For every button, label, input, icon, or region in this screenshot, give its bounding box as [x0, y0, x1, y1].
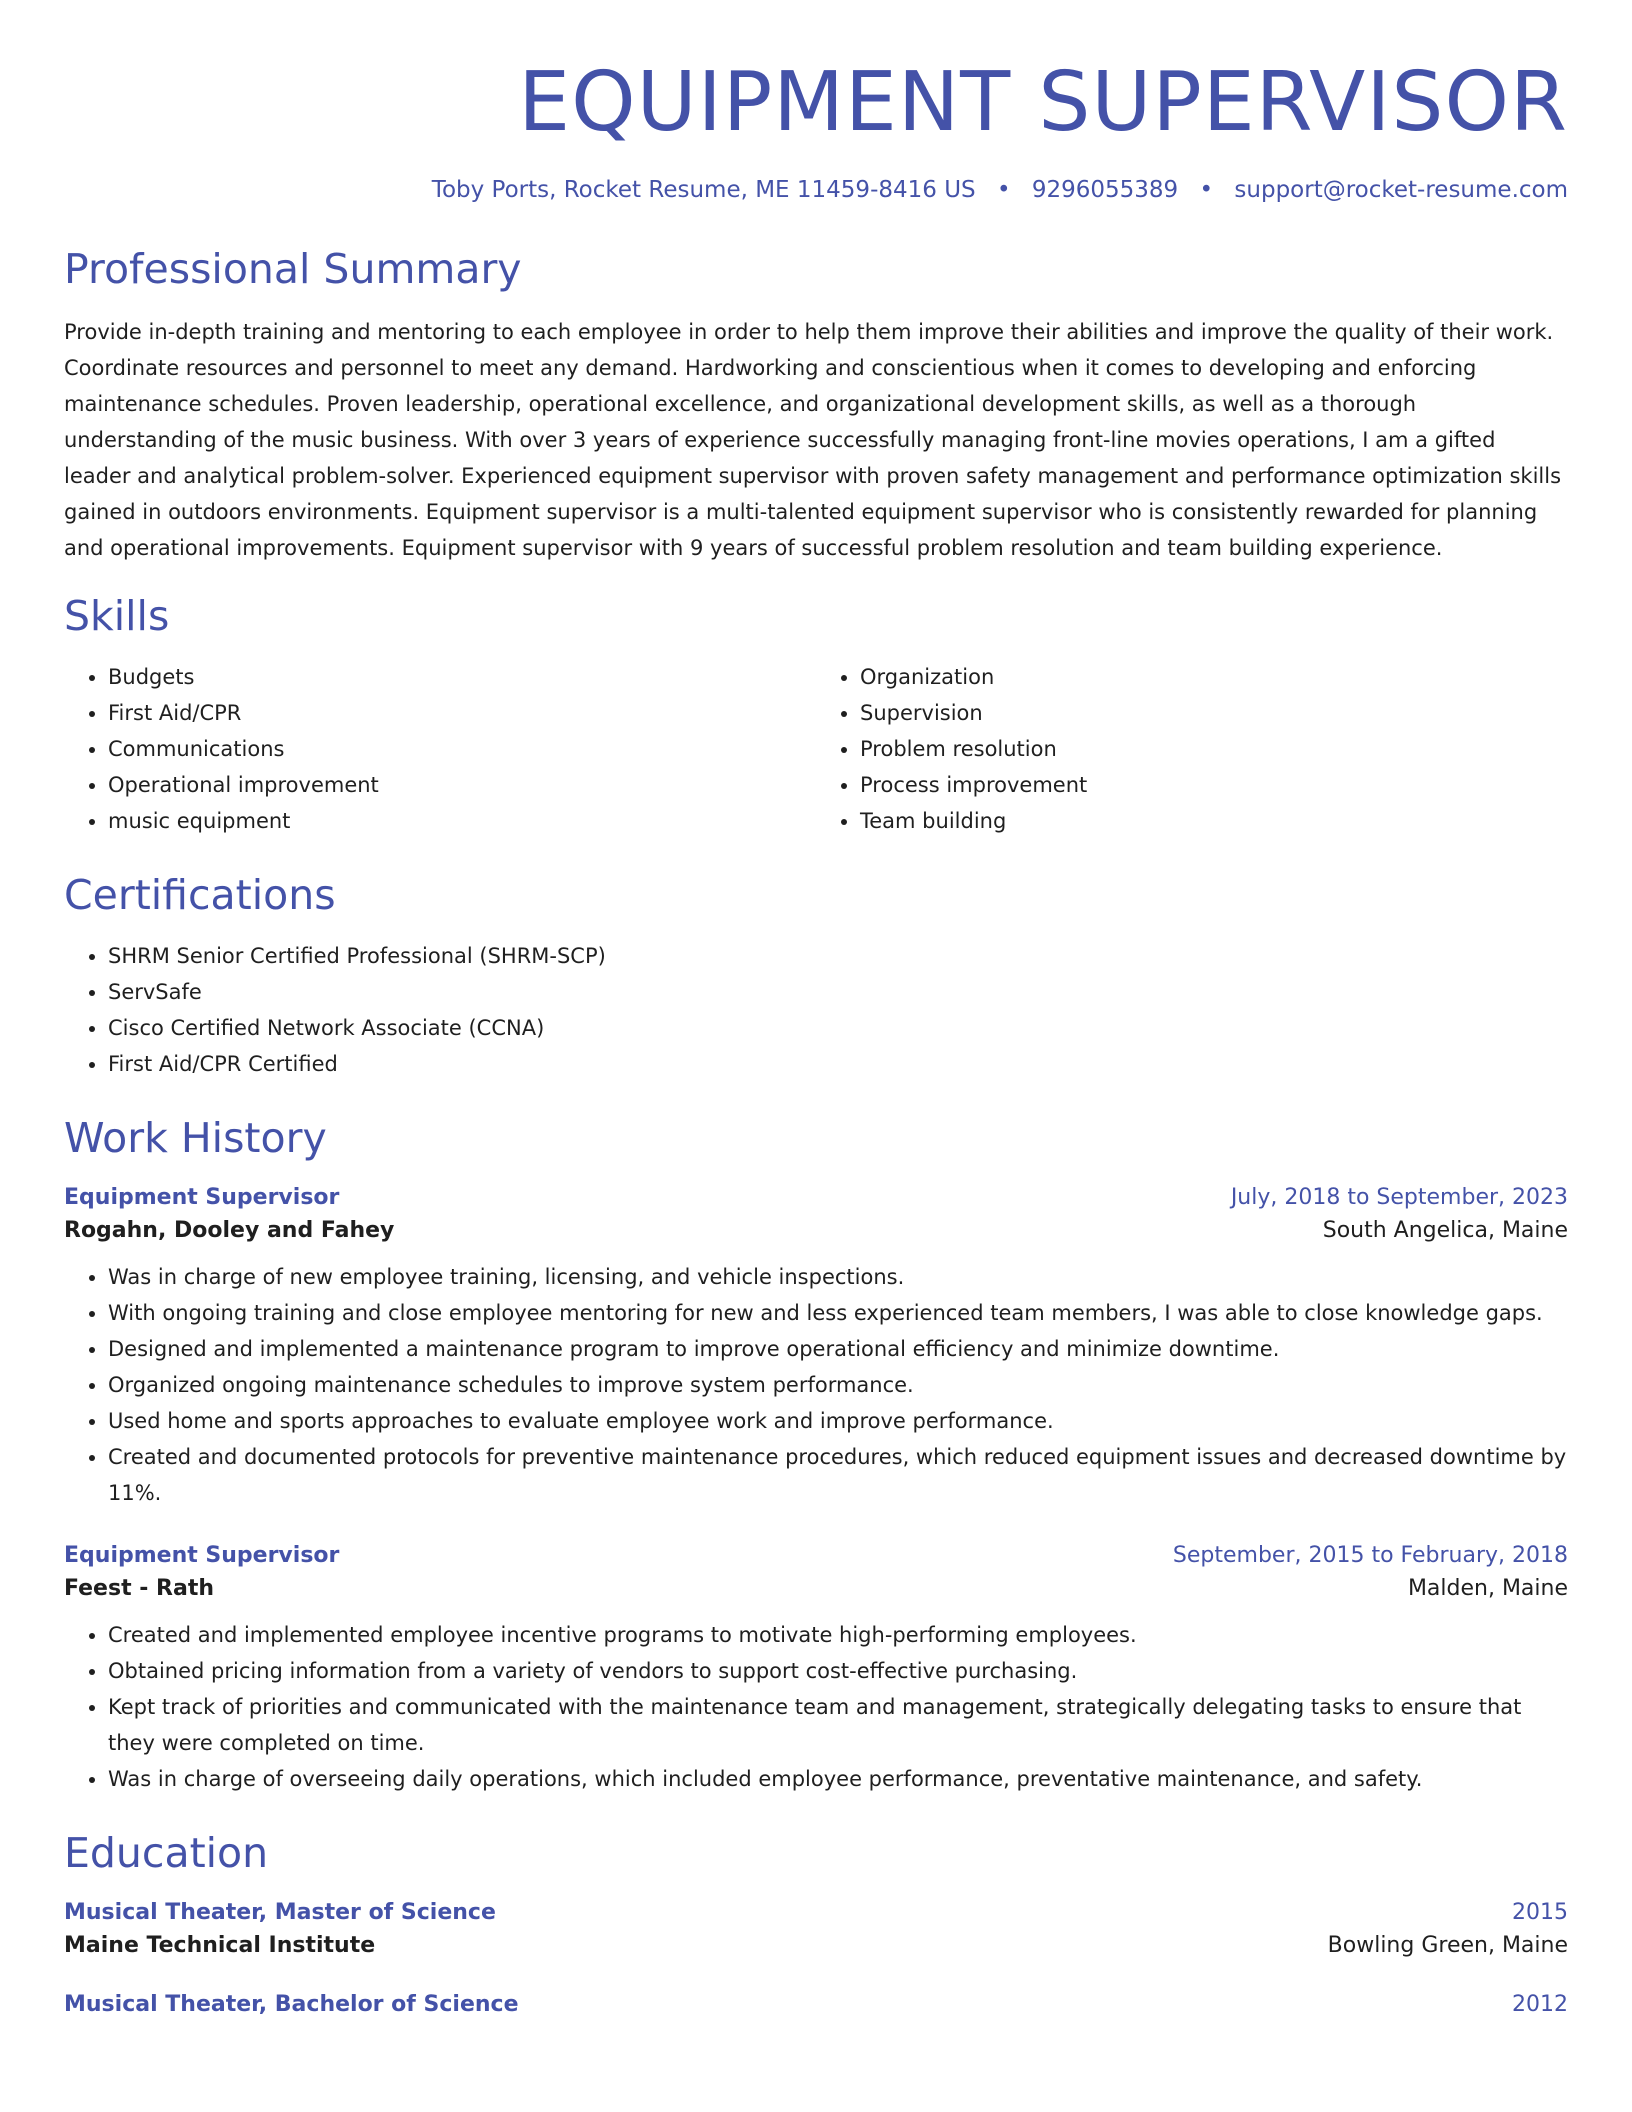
job-company: Feest - Rath [64, 1576, 215, 1601]
skill-item: • Organization [860, 659, 1568, 695]
skills-list-left [64, 659, 816, 839]
job-title: Equipment Supervisor [64, 1185, 340, 1210]
job-bullet: • Obtained pricing information from a variety of vendors to support cost-effective purchasing. [108, 1653, 1568, 1689]
certifications-section [64, 871, 1568, 1082]
job-title: Equipment Supervisor [64, 1543, 340, 1568]
skill-item: • Supervision [860, 695, 1568, 731]
job-bullets [64, 1259, 1568, 1511]
skills-list-right [816, 659, 1568, 839]
skill-item: • Problem resolution [860, 731, 1568, 767]
job-location: Malden, Maine [1407, 1576, 1568, 1601]
certification-item: • Cisco Certified Network Associate (CCNA) [108, 1010, 1568, 1046]
skills-section [64, 592, 1568, 839]
skill-item: • Team building [860, 803, 1568, 839]
contact-email: support@rocket-resume.com [1234, 177, 1568, 203]
job-bullet: • Organized ongoing maintenance schedules to improve system performance. [108, 1367, 1568, 1403]
job-bullet: • Was in charge of new employee training, licensing, and vehicle inspections. [108, 1259, 1568, 1295]
job-entry [64, 1185, 1568, 1511]
summary-text: Provide in-depth training and mentoring to each employee in order to help them improve their abilities and improve the quality of their work. Coordinate resources and personnel to meet any demand. Hardworking and conscientious when it comes to developing and enforcing maintenance schedules. Proven leadership, operational excellence, and organizational development skills, as well as a thorough understanding of the music business. With over 3 years of experience successfully managing front-line movies operations, I am a gifted leader and analytical problem-solver. Experienced equipment supervisor with proven safety management and performance optimization skills gained in outdoors environments. Equipment supervisor is a multi-talented equipment supervisor who is consistently rewarded for planning and operational improvements. Equipment supervisor with 9 years of successful problem resolution and team building experience. [64, 320, 1562, 560]
job-header [64, 1543, 1568, 1568]
education-heading: Education [64, 1829, 269, 1877]
skill-item: • Operational improvement [108, 767, 816, 803]
skill-item: • Budgets [108, 659, 816, 695]
education-header [64, 1900, 1568, 1925]
job-bullet: • With ongoing training and close employee mentoring for new and less experienced team members, I was able to close knowledge gaps. [108, 1295, 1568, 1331]
contact-address: Toby Ports, Rocket Resume, ME 11459-8416 US [431, 177, 976, 203]
work-history-section [64, 1114, 1568, 1797]
contact-separator: • [1199, 177, 1214, 203]
job-subheader [64, 1576, 1568, 1601]
job-entry [64, 1543, 1568, 1797]
job-bullets [64, 1617, 1568, 1797]
skill-item: • Process improvement [860, 767, 1568, 803]
education-school: Maine Technical Institute [64, 1933, 376, 1958]
education-entry [64, 1900, 1568, 1958]
education-subheader [64, 1933, 1568, 1958]
education-header [64, 1992, 1568, 2017]
education-year: 2015 [1512, 1900, 1568, 1925]
certification-item: • First Aid/CPR Certified [108, 1046, 1568, 1082]
job-dates: September, 2015 to February, 2018 [1172, 1543, 1568, 1568]
job-bullet: • Kept track of priorities and communicated with the maintenance team and management, strategically delegating tasks to ensure that they were completed on time. [108, 1689, 1568, 1761]
job-bullet: • Used home and sports approaches to evaluate employee work and improve performance. [108, 1403, 1568, 1439]
job-bullet: • Created and documented protocols for preventive maintenance procedures, which reduced equipment issues and decreased downtime by 11%. [108, 1439, 1568, 1511]
job-bullet: • Designed and implemented a maintenance program to improve operational efficiency and minimize downtime. [108, 1331, 1568, 1367]
job-bullet: • Was in charge of overseeing daily operations, which included employee performance, preventative maintenance, and safety. [108, 1761, 1568, 1797]
certifications-heading: Certifications [64, 871, 336, 919]
skills-grid [64, 659, 1568, 839]
skill-item: • music equipment [108, 803, 816, 839]
job-location: South Angelica, Maine [1322, 1218, 1568, 1243]
education-entry [64, 1992, 1568, 2017]
job-bullet: • Created and implemented employee incentive programs to motivate high-performing employees. [108, 1617, 1568, 1653]
education-degree: Musical Theater, Master of Science [64, 1900, 496, 1925]
education-section [64, 1829, 1568, 2017]
summary-section [64, 245, 1568, 566]
certifications-list [64, 938, 1568, 1082]
contact-line [64, 177, 1568, 203]
certification-item: • ServSafe [108, 974, 1568, 1010]
work-history-heading: Work History [64, 1114, 327, 1162]
job-company: Rogahn, Dooley and Fahey [64, 1218, 395, 1243]
summary-heading: Professional Summary [64, 245, 522, 293]
job-dates: July, 2018 to September, 2023 [1230, 1185, 1568, 1210]
skill-item: • Communications [108, 731, 816, 767]
education-year: 2012 [1512, 1992, 1568, 2017]
job-subheader [64, 1218, 1568, 1243]
contact-separator: • [996, 177, 1011, 203]
contact-phone: 9296055389 [1031, 177, 1179, 203]
resume-title: EQUIPMENT SUPERVISOR [518, 55, 1568, 150]
job-header [64, 1185, 1568, 1210]
education-location: Bowling Green, Maine [1327, 1933, 1568, 1958]
education-degree: Musical Theater, Bachelor of Science [64, 1992, 519, 2017]
skills-heading: Skills [64, 592, 170, 640]
skill-item: • First Aid/CPR [108, 695, 816, 731]
certification-item: • SHRM Senior Certified Professional (SHRM-SCP) [108, 938, 1568, 974]
